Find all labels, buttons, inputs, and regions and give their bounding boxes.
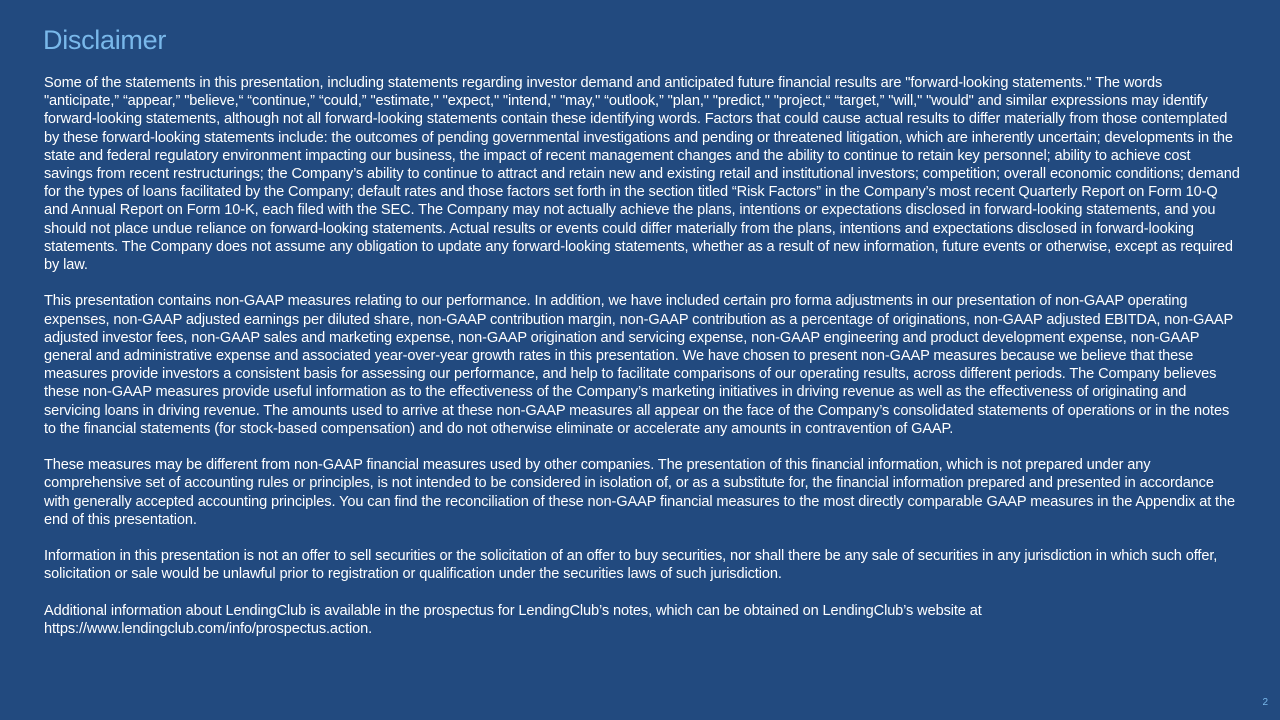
page-number: 2 <box>1262 697 1268 708</box>
page-title: Disclaimer <box>43 25 167 55</box>
measures-difference-paragraph: These measures may be different from non-GAAP financial measures used by other companies. The presentation of this financial information, which is not prepared under any comprehensive set of accounting rules or principles, is not intended to be considered in isolation of, or as a substitute for, the financial information prepared and presented in accordance with generally accepted accounting principles. You can find the reconciliation of these non-GAAP financial measures to the most directly comparable GAAP measures in the Appendix at the end of this presentation. <box>44 457 1235 528</box>
no-offer-paragraph: Information in this presentation is not an offer to sell securities or the solicitation of an offer to buy securities, nor shall there be any sale of securities in any jurisdiction in which such offer, solicitation or sale would be unlawful prior to registration or qualification under the securities laws of such jurisdiction. <box>44 548 1218 583</box>
additional-info-paragraph: Additional information about LendingClub is available in the prospectus for LendingClub’s notes, which can be obtained on LendingClub’s website at https://www.lendingclub.com/info/prospectus.action. <box>44 602 982 638</box>
non-gaap-paragraph: This presentation contains non-GAAP measures relating to our performance. In addition, we have included certain pro forma adjustments in our presentation of non-GAAP operating expenses, non-GAAP adjusted earnings per diluted share, non-GAAP contribution margin, non-GAAP contribution as a percentage of originations, non-GAAP adjusted EBITDA, non-GAAP adjusted investor fees, non-GAAP sales and marketing expense, non-GAAP origination and servicing expense, non-GAAP engineering and product development expense, non-GAAP general and administrative expense and associated year-over-year growth rates in this presentation. We have chosen to present non-GAAP measures because we believe that these measures provide investors a consistent basis for assessing our performance, and help to facilitate comparisons of our operating results, across different periods. The Company believes these non-GAAP measures provide useful information as to the effectiveness of the Company’s marketing initiatives in driving revenue as well as the effectiveness of originating and servicing loans in driving revenue. The amounts used to arrive at these non-GAAP measures all appear on the face of the Company’s consolidated statements of operations or in the notes to the financial statements (for stock-based compensation) and do not otherwise eliminate or accelerate any amounts in contravention of GAAP. <box>44 293 1233 437</box>
disclaimer-body <box>44 74 1240 638</box>
forward-looking-paragraph: Some of the statements in this presentation, including statements regarding investor demand and anticipated future financial results are "forward-looking statements." The words "anticipate,” “appear,” "believe,“ “continue,” “could,” "estimate," "expect," "intend," "may," “outlook,” "plan," "predict," "project,“ “target,” "will," "would" and similar expressions may identify forward-looking statements, although not all forward-looking statements contain these identifying words. Factors that could cause actual results to differ materially from those contemplated by these forward-looking statements include: the outcomes of pending governmental investigations and pending or threatened litigation, which are inherently uncertain; developments in the state and federal regulatory environment impacting our business, the impact of recent management changes and the ability to continue to retain key personnel; ability to achieve cost savings from recent restructurings; the Company’s ability to continue to attract and retain new and existing retail and institutional investors; competition; overall economic conditions; demand for the types of loans facilitated by the Company; default rates and those factors set forth in the section titled “Risk Factors” in the Company’s most recent Quarterly Report on Form 10-Q and Annual Report on Form 10-K, each filed with the SEC. The Company may not actually achieve the plans, intentions or expectations disclosed in forward-looking statements, and you should not place undue reliance on forward-looking statements. Actual results or events could differ materially from the plans, intentions and expectations disclosed in forward-looking statements. The Company does not assume any obligation to update any forward-looking statements, whether as a result of new information, future events or otherwise, except as required by law. <box>44 75 1240 274</box>
